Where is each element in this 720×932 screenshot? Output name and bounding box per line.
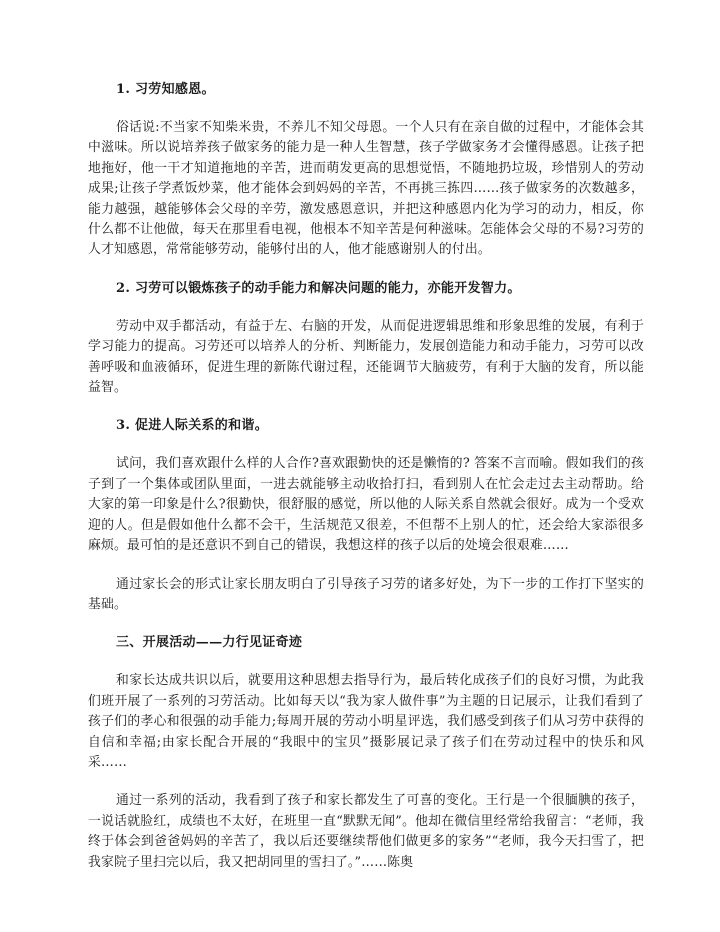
section-heading-1: 1. 习劳知感恩。 <box>116 82 215 97</box>
section-heading-4: 三、开展活动——力行见证奇迹 <box>116 635 303 651</box>
section-heading-2: 2. 习劳可以锻炼孩子的动手能力和解决问题的能力，亦能开发智力。 <box>116 280 521 296</box>
section-3-paragraph-1: 试问，我们喜欢跟什么样的人合作?喜欢跟勤快的还是懒惰的? 答案不言而喻。假如我们的孩子到了一个集体或团队里面，一进去就能够主动收拾打扫，看到别人在忙会走过去主动帮助。给大家的第一印象是什么?很勤快，很舒服的感觉，所以他的人际关系自然就会很好。成为一个受欢迎的人。但是假如他什么都不会干，生活规范又很差，不但帮不上别人的忙，还会给大家添很多麻烦。最可怕的是还意识不到自己的错误，我想这样的孩子以后的处境会很艰难…… <box>88 456 644 554</box>
section-4-paragraph-2: 通过一系列的活动，我看到了孩子和家长都发生了可喜的变化。王行是一个很腼腆的孩子，一说话就脸红，成绩也不太好，在班里一直“默默无闻”。他却在微信里经常给我留言：“老师，我终于体会到爸爸妈妈的辛苦了，我以后还要继续帮他们做更多的家务”“老师，我今天扫雪了，把我家院子里扫完以后，我又把胡同里的雪扫了。”……陈奥 <box>88 793 644 870</box>
section-4-paragraph-1: 和家长达成共识以后，就要用这种思想去指导行为，最后转化成孩子们的良好习惯，为此我们班开展了一系列的习劳活动。比如每天以“我为家人做件事”为主题的日记展示，让我们看到了孩子们的孝心和很强的动手能力;每周开展的劳动小明星评选，我们感受到孩子们从习劳中获得的自信和幸福;由家长配合开展的“我眼中的宝贝”摄影展记录了孩子们在劳动过程中的快乐和风采…… <box>88 673 644 770</box>
section-heading-3: 3. 促进人际关系的和谐。 <box>116 418 268 434</box>
section-1-paragraph-1: 俗话说:不当家不知柴米贵，不养儿不知父母恩。一个人只有在亲自做的过程中，才能体会其中滋味。所以说培养孩子做家务的能力是一种人生智慧，孩子学做家务才会懂得感恩。让孩子把地拖好，他一干才知道拖地的辛苦，进而萌发更高的思想觉悟，不随地扔垃圾，珍惜别人的劳动成果;让孩子学煮饭炒菜，他才能体会到妈妈的辛苦，不再挑三拣四……孩子做家务的次数越多，能力越强，越能够体会父母的辛劳，激发感恩意识，并把这种感恩内化为学习的动力，相反，你什么都不让他做，每天在那里看电视，他根本不知辛苦是何种滋味。怎能体会父母的不易?习劳的人才知感恩，常常能够劳动，能够付出的人，他才能感谢别人的付出。 <box>88 120 644 258</box>
document-page <box>88 80 644 891</box>
section-2-paragraph-1: 劳动中双手都活动，有益于左、右脑的开发，从而促进逻辑思维和形象思维的发展，有利于学习能力的提高。习劳还可以培养人的分析、判断能力，发展创造能力和动手能力，习劳可以改善呼吸和血液循环，促进生理的新陈代谢过程，还能调节大脑疲劳，有利于大脑的发育，所以能益智。 <box>88 318 644 396</box>
section-3-paragraph-2: 通过家长会的形式让家长朋友明白了引导孩子习劳的诸多好处，为下一步的工作打下坚实的基础。 <box>88 576 644 612</box>
